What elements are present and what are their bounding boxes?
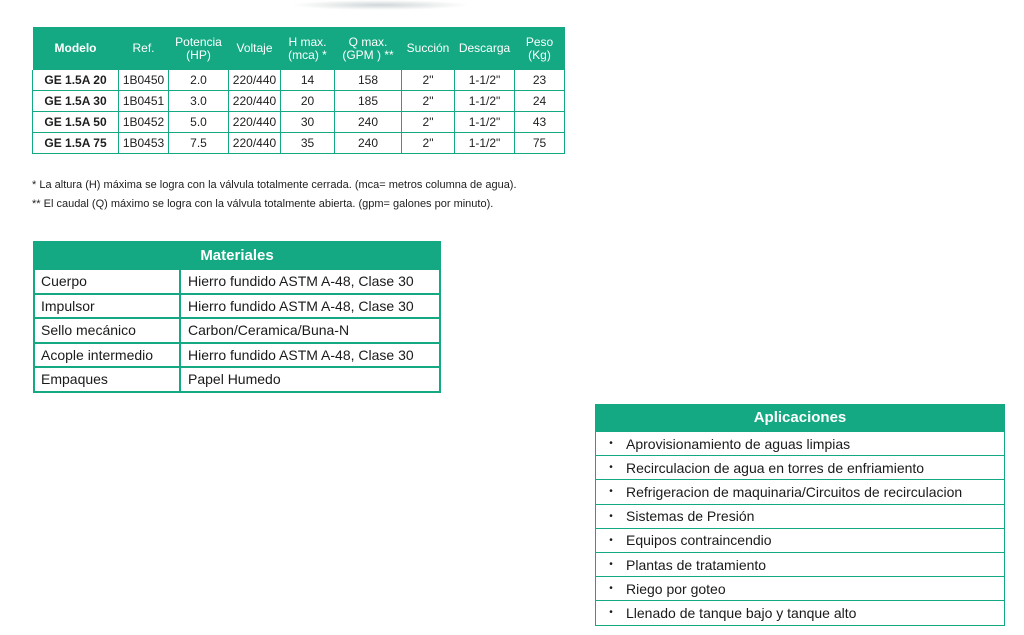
specs-model-cell: GE 1.5A 50 [33, 112, 119, 133]
specs-header-cell [33, 27, 119, 70]
materiales-value: Papel Humedo [188, 371, 281, 388]
materiales-value: Carbon/Ceramica/Buna-N [188, 322, 350, 339]
aplicaciones-text: Llenado de tanque bajo y tanque alto [626, 604, 857, 621]
specs-cell: 24 [515, 91, 565, 112]
bullet-icon: • [609, 583, 613, 595]
specs-header-cell [455, 27, 515, 70]
materiales-title: Materiales [35, 243, 439, 268]
specs-header-text: Peso [525, 34, 554, 49]
specs-cell: 1-1/2" [455, 91, 515, 112]
aplicaciones-item [596, 552, 1004, 576]
specs-row [33, 133, 565, 154]
aplicaciones-item [596, 528, 1004, 552]
specs-cell: 43 [515, 112, 565, 133]
specs-row [33, 70, 565, 91]
materiales-label: Cuerpo [35, 270, 181, 293]
bullet-icon: • [609, 534, 613, 546]
specs-cell: 5.0 [169, 112, 229, 133]
specs-header-text: (mca) * [288, 47, 327, 62]
materiales-value: Hierro fundido ASTM A-48, Clase 30 [188, 297, 414, 314]
materiales-table [33, 241, 441, 393]
specs-cell: 14 [281, 70, 335, 91]
decorative-swoosh [290, 0, 470, 10]
specs-cell: 1B0452 [119, 112, 169, 133]
specs-cell: 185 [335, 91, 402, 112]
materiales-row [35, 293, 439, 318]
specs-header-cell [169, 27, 229, 70]
specs-cell: 220/440 [229, 112, 281, 133]
aplicaciones-item [596, 504, 1004, 528]
specs-cell: 75 [515, 133, 565, 154]
specs-cell: 158 [335, 70, 402, 91]
aplicaciones-item [596, 576, 1004, 600]
specs-header-text: (Kg) [528, 47, 551, 62]
specs-header-cell [335, 27, 402, 70]
specs-cell: 1-1/2" [455, 70, 515, 91]
specs-cell: 1B0453 [119, 133, 169, 154]
materiales-row [35, 342, 439, 367]
specs-header-text: Potencia [175, 34, 222, 49]
specs-model-cell: GE 1.5A 30 [33, 91, 119, 112]
specs-header-text: H max. [288, 34, 327, 49]
specs-cell: 7.5 [169, 133, 229, 154]
materiales-label: Empaques [35, 368, 181, 391]
aplicaciones-table [595, 404, 1005, 626]
aplicaciones-item [596, 600, 1004, 624]
aplicaciones-text: Riego por goteo [626, 580, 726, 597]
materiales-label: Impulsor [35, 295, 181, 318]
footnote-altura: * La altura (H) máxima se logra con la válvula totalmente cerrada. (mca= metros columna de agua). [32, 179, 517, 191]
materiales-label: Sello mecánico [35, 319, 181, 342]
specs-header-cell [402, 27, 455, 70]
specs-cell: 1-1/2" [455, 133, 515, 154]
specs-cell: 2" [402, 112, 455, 133]
specs-cell: 3.0 [169, 91, 229, 112]
specs-header-text: Modelo [54, 41, 97, 55]
specs-cell: 2" [402, 91, 455, 112]
specs-header-cell [515, 27, 565, 70]
specs-cell: 2.0 [169, 70, 229, 91]
specs-header-row [33, 27, 565, 70]
aplicaciones-text: Equipos contraincendio [626, 532, 772, 549]
specs-header-text: Voltaje [236, 41, 273, 55]
specs-cell: 1B0450 [119, 70, 169, 91]
specs-cell: 220/440 [229, 133, 281, 154]
specs-model-cell: GE 1.5A 20 [33, 70, 119, 91]
specs-header-text: (HP) [186, 47, 211, 62]
specs-header-cell [119, 27, 169, 70]
specs-header-cell [229, 27, 281, 70]
specs-cell: 2" [402, 133, 455, 154]
aplicaciones-text: Sistemas de Presión [626, 508, 755, 525]
specs-header-cell [281, 27, 335, 70]
footnotes [32, 176, 517, 214]
specs-cell: 2" [402, 70, 455, 91]
bullet-icon: • [609, 510, 613, 522]
aplicaciones-rows [596, 431, 1004, 625]
aplicaciones-text: Recirculacion de agua en torres de enfriamiento [626, 459, 925, 476]
materiales-rows [35, 268, 439, 391]
specs-header-text: Descarga [458, 41, 511, 55]
bullet-icon: • [609, 438, 613, 450]
specs-header-text: Q max. [348, 34, 388, 49]
specs-header-text: (GPM ) ** [342, 47, 394, 62]
specs-cell: 220/440 [229, 70, 281, 91]
specs-cell: 1B0451 [119, 91, 169, 112]
aplicaciones-text: Aprovisionamiento de aguas limpias [626, 435, 851, 452]
specs-model-cell: GE 1.5A 75 [33, 133, 119, 154]
bullet-icon: • [609, 486, 613, 498]
aplicaciones-text: Refrigeracion de maquinaria/Circuitos de recirculacion [626, 483, 963, 500]
aplicaciones-title: Aplicaciones [596, 405, 1004, 431]
bullet-icon: • [609, 559, 613, 571]
materiales-value: Hierro fundido ASTM A-48, Clase 30 [188, 273, 414, 289]
aplicaciones-text: Plantas de tratamiento [626, 556, 767, 573]
specs-cell: 1-1/2" [455, 112, 515, 133]
specs-header-text: Ref. [132, 41, 155, 55]
footnote-caudal: ** El caudal (Q) máximo se logra con la válvula totalmente abierta. (gpm= galones por minuto). [32, 198, 494, 210]
materiales-row [35, 317, 439, 342]
specs-cell: 23 [515, 70, 565, 91]
specs-cell: 20 [281, 91, 335, 112]
specs-body [33, 70, 565, 154]
specs-header-text: Succión [406, 41, 450, 55]
specs-cell: 240 [335, 112, 402, 133]
bullet-icon: • [609, 607, 613, 619]
specs-row [33, 112, 565, 133]
specs-cell: 35 [281, 133, 335, 154]
materiales-row [35, 268, 439, 293]
bullet-icon: • [609, 462, 613, 474]
specs-cell: 220/440 [229, 91, 281, 112]
specs-cell: 240 [335, 133, 402, 154]
aplicaciones-item [596, 455, 1004, 479]
aplicaciones-item [596, 479, 1004, 503]
specs-table [32, 27, 565, 154]
aplicaciones-item [596, 431, 1004, 455]
materiales-label: Acople intermedio [35, 344, 181, 367]
specs-cell: 30 [281, 112, 335, 133]
specs-row [33, 91, 565, 112]
materiales-row [35, 366, 439, 391]
materiales-value: Hierro fundido ASTM A-48, Clase 30 [188, 346, 414, 363]
